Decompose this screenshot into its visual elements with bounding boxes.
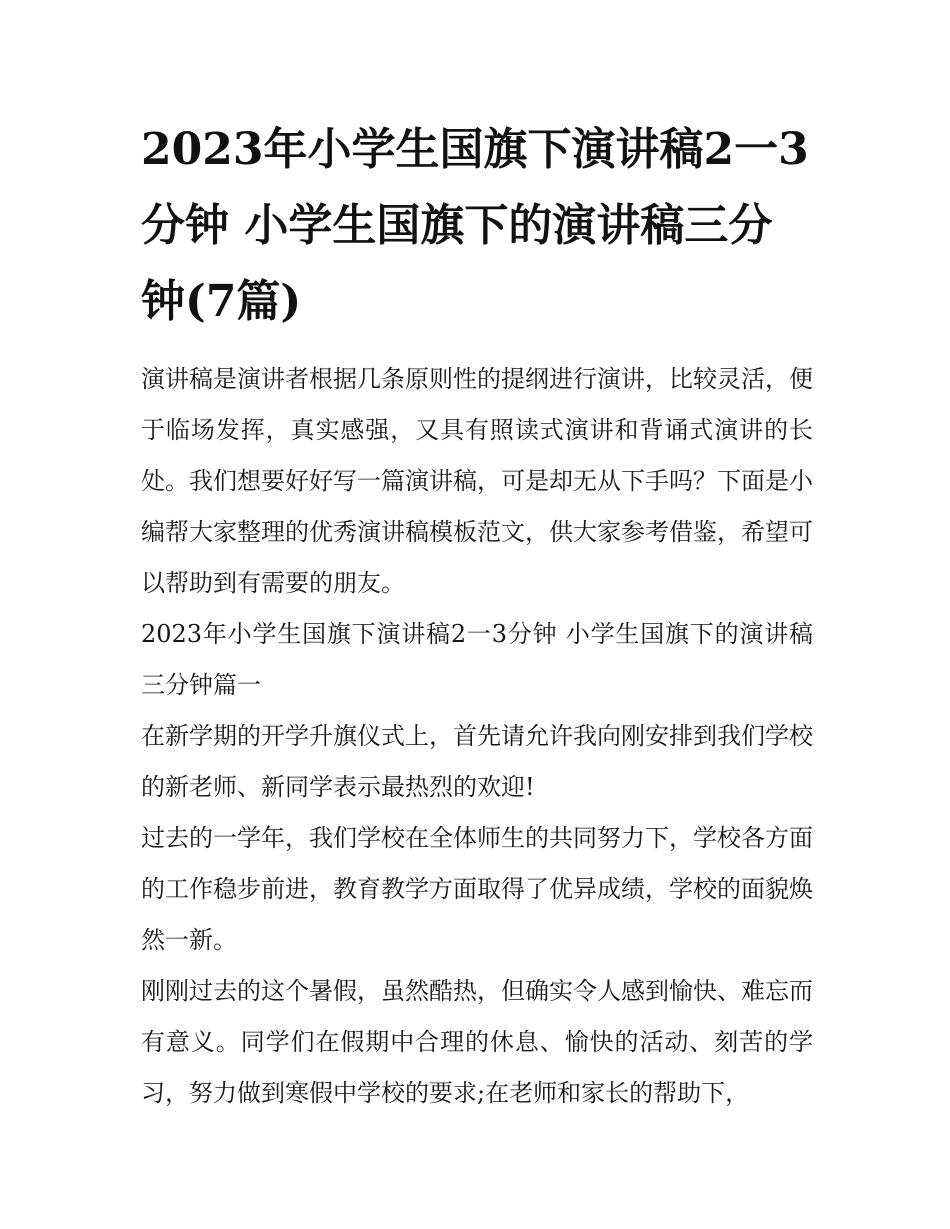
document-body — [141, 112, 813, 1119]
body-paragraph: 刚刚过去的这个暑假，虽然酷热，但确实令人感到愉快、难忘而有意义。同学们在假期中合理的休息、愉快的活动、刻苦的学习，努力做到寒假中学校的要求;在老师和家长的帮助下， — [141, 977, 813, 1107]
body-paragraph: 在新学期的开学升旗仪式上，首先请允许我向刚安排到我们学校的新老师、新同学表示最热烈的欢迎! — [141, 722, 813, 801]
body-paragraph: 过去的一学年，我们学校在全体师生的共同努力下，学校各方面的工作稳步前进，教育教学方面取得了优异成绩，学校的面貌焕然一新。 — [141, 824, 813, 954]
intro-paragraph: 演讲稿是演讲者根据几条原则性的提纲进行演讲，比较灵活，便于临场发挥，真实感强，又具有照读式演讲和背诵式演讲的长处。我们想要好好写一篇演讲稿，可是却无从下手吗？下面是小编帮大家整理的优秀演讲稿模板范文，供大家参考借鉴，希望可以帮助到有需要的朋友。 — [141, 365, 813, 597]
section-heading: 2023年小学生国旗下演讲稿2一3分钟 小学生国旗下的演讲稿三分钟篇一 — [141, 620, 813, 699]
document-title: 2023年小学生国旗下演讲稿2一3分钟 小学生国旗下的演讲稿三分钟(7篇) — [141, 124, 809, 327]
